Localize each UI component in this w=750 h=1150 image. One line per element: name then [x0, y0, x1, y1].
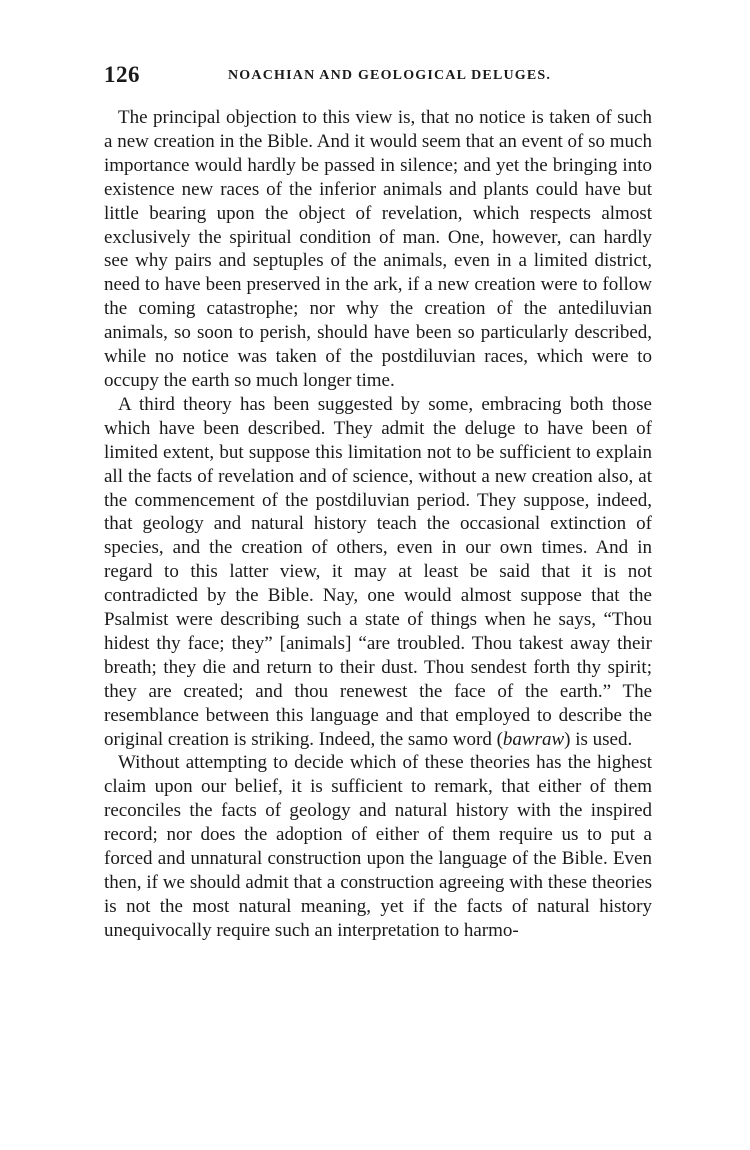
- running-title: NOACHIAN AND GEOLOGICAL DELUGES.: [228, 68, 552, 83]
- paragraph-2-italic-word: bawraw: [502, 728, 565, 750]
- book-page: [104, 62, 652, 943]
- running-header: [104, 62, 652, 90]
- paragraph-3: Without attempting to decide which of these theories has the highest claim upon our belief, it is sufficient to remark, that either of them reconciles the facts of geology and natural history with the inspired record; nor does the adoption of either of them require us to put a forced and unnatural construction upon the language of the Bible. Even then, if we should admit that a construction agreeing with these theories is not the most natural meaning, yet if the facts of natural history unequivocally require such an interpretation to harmo-: [104, 752, 652, 941]
- paragraph-1: The principal objection to this view is, that no notice is taken of such a new creation in the Bible. And it would seem that an event of so much importance would hardly be passed in silence; and yet the bringing into existence new races of the inferior animals and plants could have but little bearing upon the object of revelation, which respects almost exclusively the spiritual condition of man. One, however, can hardly see why pairs and septuples of the animals, even in a limited district, need to have been preserved in the ark, if a new creation were to follow the coming catastrophe; nor why the creation of the antediluvian animals, so soon to perish, should have been so particularly described, while no notice was taken of the postdiluvian races, which were to occupy the earth so much longer time.: [104, 107, 652, 391]
- paragraph-2-text-b: ) is used.: [564, 728, 633, 750]
- page-number: 126: [104, 62, 140, 87]
- paragraph-2: [104, 393, 652, 752]
- paragraph-2-text-a: A third theory has been suggested by some, embracing both those which have been described. They admit the deluge to have been of limited extent, but suppose this limitation not to be sufficient to explain all the facts of revelation and of science, without a new creation also, at the commencement of the postdiluvian period. They suppose, indeed, that geology and natural history teach the occasional extinction of species, and the creation of others, even in our own times. And in regard to this latter view, it may at least be said that it is not contradicted by the Bible. Nay, one would almost suppose that the Psalmist were describing such a state of things when he says, “Thou hidest thy face; they” [animals] “are troubled. Thou takest away their breath; they die and return to their dust. Thou sendest forth thy spirit; they are created; and thou renewest the face of the earth.” The resemblance between this language and that employed to describe the original creation is striking. Indeed, the samo word (: [104, 393, 652, 750]
